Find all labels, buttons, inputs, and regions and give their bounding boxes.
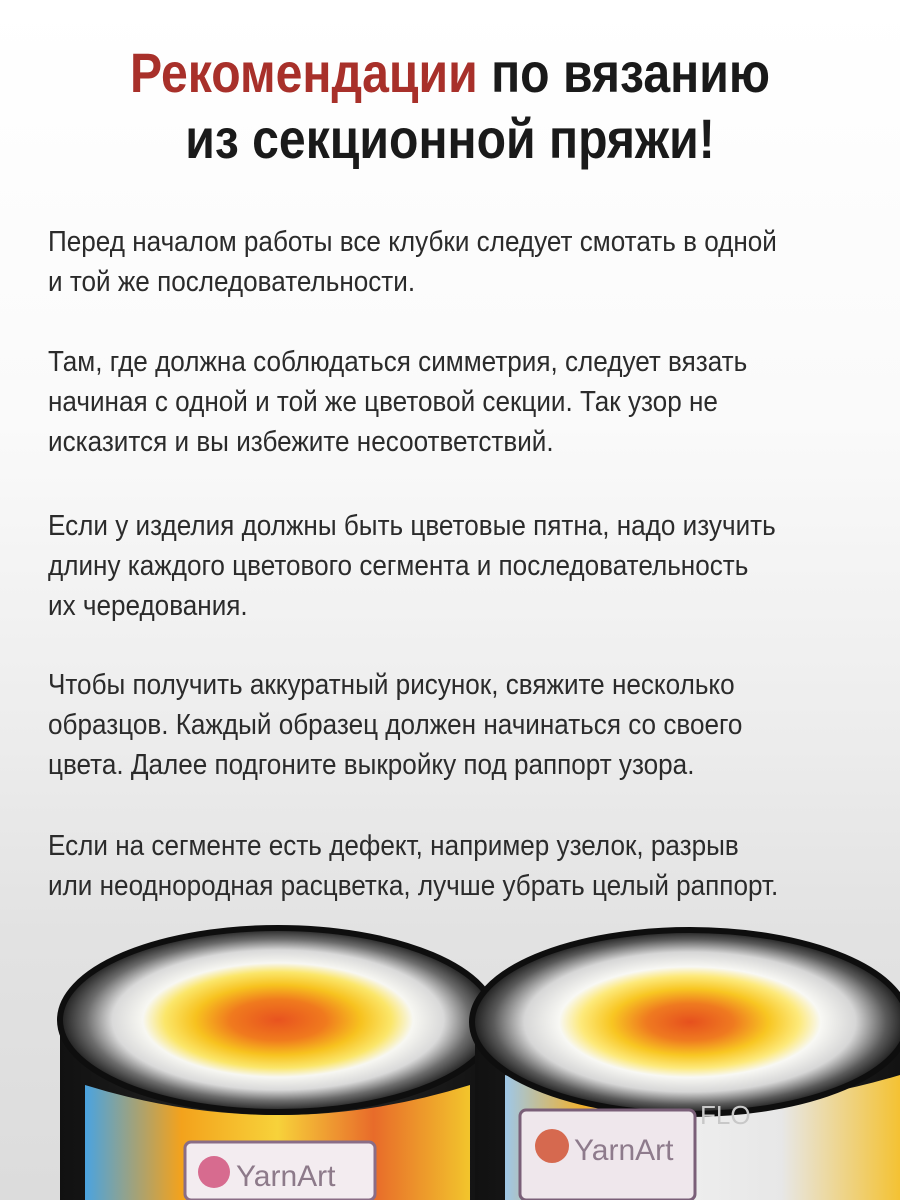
paragraph-line: Там, где должна соблюдаться симметрия, следует вязать <box>48 346 748 378</box>
paragraph-4 <box>48 665 849 785</box>
yarn-skein-right <box>472 930 900 1200</box>
paragraph-line: Перед началом работы все клубки следует смотать в одной <box>48 226 777 258</box>
paragraph-line: или неоднородная расцветка, лучше убрать целый раппорт. <box>48 870 779 902</box>
paragraph-2 <box>48 342 849 462</box>
page-title <box>63 40 837 172</box>
paragraph-line: и той же последовательности. <box>48 266 416 298</box>
paragraph-1 <box>48 222 849 302</box>
title-rest: по вязанию <box>477 41 770 104</box>
title-accent: Рекомендации <box>130 41 478 104</box>
paragraph-line: длину каждого цветового сегмента и последовательность <box>48 550 749 582</box>
title-line-2: из секционной пряжи! <box>185 107 715 170</box>
paragraph-line: исказится и вы избежите несоответствий. <box>48 426 554 458</box>
title-line-1 <box>63 40 837 106</box>
paragraph-line: образцов. Каждый образец должен начинаться со своего <box>48 709 743 741</box>
brand-logo-right: YarnArt <box>574 1134 674 1167</box>
paragraph-line: начиная с одной и той же цветовой секции. Так узор не <box>48 386 718 418</box>
paragraph-line: Если на сегменте есть дефект, например узелок, разрыв <box>48 830 739 862</box>
paragraph-line: Если у изделия должны быть цветовые пятна, надо изучить <box>48 510 776 542</box>
paragraph-5 <box>48 826 849 906</box>
paragraph-line: цвета. Далее подгоните выкройку под раппорт узора. <box>48 749 695 781</box>
label-text-partial: FLO <box>700 1100 751 1130</box>
paragraph-line: Чтобы получить аккуратный рисунок, свяжите несколько <box>48 669 735 701</box>
paragraph-3 <box>48 506 849 626</box>
yarn-skein-left <box>60 928 496 1200</box>
paragraph-line: их чередования. <box>48 590 248 622</box>
yarn-photo <box>0 910 900 1200</box>
brand-logo-left: YarnArt <box>236 1160 336 1193</box>
